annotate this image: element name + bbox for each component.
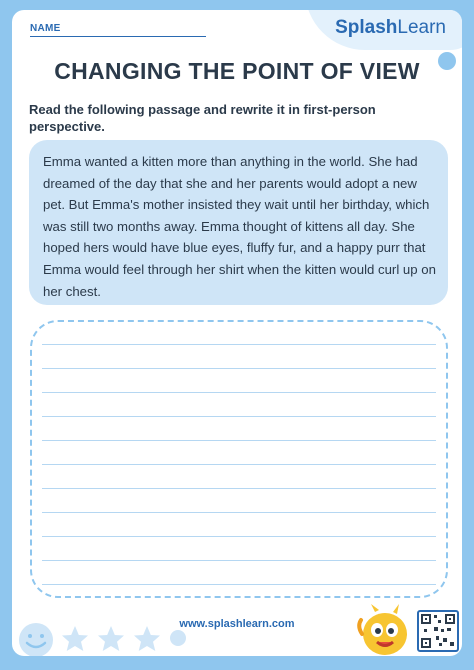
- name-label: NAME: [30, 23, 61, 34]
- writing-line: [42, 560, 436, 561]
- writing-line: [42, 488, 436, 489]
- writing-line: [42, 584, 436, 585]
- decoration-dot: [170, 630, 186, 646]
- answer-writing-area[interactable]: [30, 320, 448, 598]
- writing-line: [42, 392, 436, 393]
- footer-url[interactable]: www.splashlearn.com: [179, 618, 295, 630]
- writing-line: [42, 368, 436, 369]
- brand-logo-second: Learn: [397, 17, 446, 38]
- writing-line: [42, 440, 436, 441]
- page-title: CHANGING THE POINT OF VIEW: [54, 58, 420, 84]
- passage-box: Emma wanted a kitten more than anything in the world. She had dreamed of the day that she and her parents would adopt a new pet. But Emma's mother insisted they wait until her birthday, which was still two months away. Emma thought of kittens all day. She hoped hers would have blue eyes, fluffy fur, and a happy purr that Emma would feel through her shirt when the kitten would curl up on her chest.: [29, 140, 448, 305]
- worksheet: [12, 10, 462, 656]
- instructions: Read the following passage and rewrite it in first-person perspective.: [29, 102, 376, 134]
- writing-line: [42, 464, 436, 465]
- writing-line: [42, 344, 436, 345]
- writing-line: [42, 512, 436, 513]
- name-field-line[interactable]: [30, 36, 206, 37]
- writing-line: [42, 536, 436, 537]
- brand-logo: [335, 17, 446, 39]
- brand-logo-first: Splash: [335, 17, 398, 38]
- qr-code-icon: [417, 610, 459, 652]
- mascot-icon: [357, 604, 415, 656]
- writing-line: [42, 416, 436, 417]
